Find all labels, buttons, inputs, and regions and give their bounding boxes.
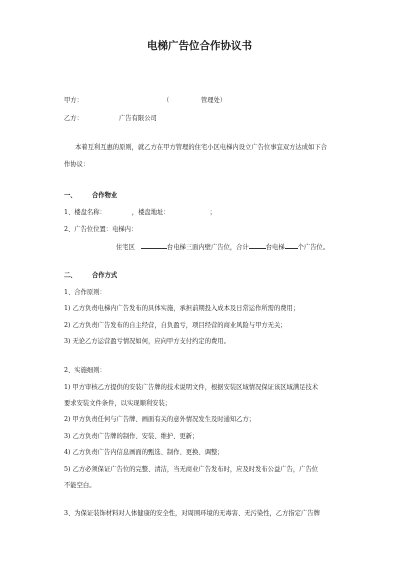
location-elevator-count: 台电梯 [265, 244, 285, 251]
item-1-address-label: ，楼盘地址： [131, 209, 170, 216]
section-1-location-line [116, 242, 329, 252]
detail-item-1: 1) 甲方审核乙方提供的安装广告牌的技术说明文件，根据安装区域情况保证该区域满足技术 [64, 384, 319, 391]
party-a-paren: （ [163, 97, 170, 104]
preamble-line-1: 本着互利互惠的原则，就乙方在甲方管理的住宅小区电梯内设立广告位事宜双方达成如下合 [75, 144, 327, 151]
detail-item-2: 2) 甲方负责任何与广告牌、画面有关的意外情况发生及时通知乙方； [64, 416, 256, 423]
section-1-item-2: 2、广告位位置：电梯内： [64, 226, 138, 233]
item-1-label: 1、楼盘名称： [64, 209, 106, 216]
section-2-number: 二、 [64, 272, 77, 279]
principle-item-2: 2) 乙方负责广告发布的自主经营，自负盈亏，项目经营的商业风险与甲方无关； [64, 322, 287, 329]
party-b-label: 乙方： [64, 115, 83, 122]
detail-item-3: 3) 乙方负责广告牌的制作、安装、维护、更新； [64, 433, 199, 440]
detail-item-1-cont: 要求安装文件条件，以实现顺利安装； [64, 400, 172, 407]
location-elevator-walls: 台电梯三面内壁广告位，合计 [166, 244, 249, 251]
section-2-title: 合作方式 [92, 272, 118, 279]
detail-item-5-cont: 不能空白。 [64, 482, 96, 489]
page-title: 电梯广告位合作协议书 [147, 40, 252, 52]
detail-item-5: 5) 乙方必须保证广告位的完整、清洁，当无商业广告发布时，应及时发布公益广告，广告位 [64, 466, 319, 473]
section-2-item-3: 3、为保证装饰材料对人体健康的安全性，对周围环境的无毒害、无污染性，乙方指定广告牌 [64, 510, 320, 517]
section-1-item-1 [64, 209, 216, 217]
principle-item-1: 1) 乙方负责电梯内广告发布的具体实施，承担前期投入成本及日常运作所需的费用； [64, 305, 300, 312]
section-1-title: 合作物业 [92, 192, 118, 199]
location-residential: 住宅区 [116, 244, 135, 251]
item-1-end: ； [209, 209, 216, 216]
preamble-line-2: 作协议： [64, 161, 90, 168]
party-a-label: 甲方： [64, 97, 83, 104]
party-a-suffix: 管理处） [201, 97, 227, 104]
section-1-number: 一、 [64, 192, 77, 199]
principle-item-3: 3) 无论乙方运营盈亏情况如何，应向甲方支付约定的费用。 [64, 338, 230, 345]
section-2-details-heading: 2、实施细则： [64, 367, 106, 374]
detail-item-4: 4) 乙方负责广告内信息画面的甄选、制作、更换、调整； [64, 449, 224, 456]
section-2-principle-heading: 1、合作原则： [64, 289, 106, 296]
party-b-name: 广告有限公司 [119, 115, 157, 122]
location-ad-count: 个广告位。 [297, 244, 330, 251]
